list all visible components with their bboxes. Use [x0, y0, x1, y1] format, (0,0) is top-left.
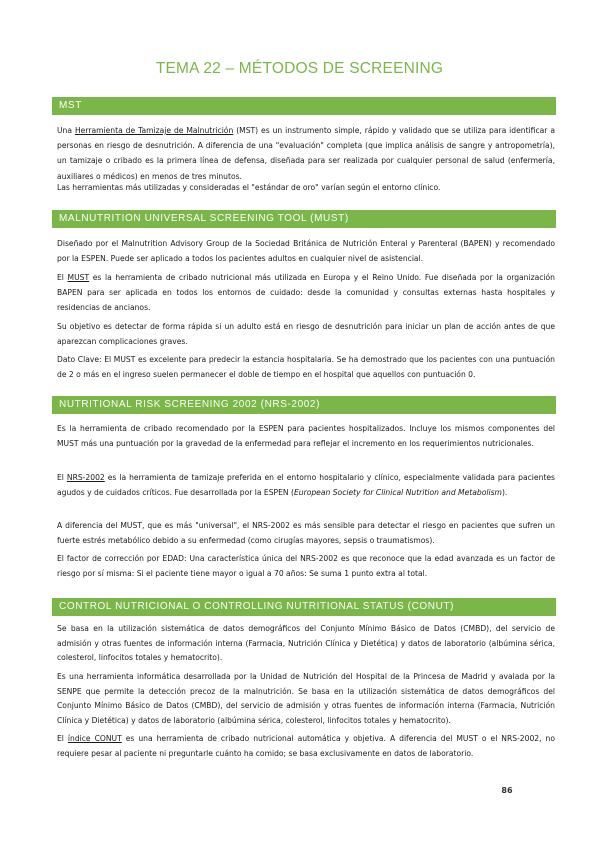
- must-p2-pre: El: [57, 273, 68, 282]
- section-heading-conut: CONTROL NUTRICIONAL O CONTROLLING NUTRITIONAL STATUS (CONUT): [52, 598, 556, 616]
- mst-p1-pre: Una: [57, 126, 75, 135]
- nrs-p2-italic: European Society for Clinical Nutrition and Metabolism: [293, 488, 502, 498]
- must-paragraph-2: [57, 270, 555, 316]
- nrs-term-link: NRS-2002: [66, 473, 105, 482]
- must-paragraph-4: Dato Clave: El MUST es excelente para predecir la estancia hospitalaria. Se ha demostrado que los pacientes con una puntuación de 2 o más en el ingreso suelen permanecer el doble de tiempo en el hospital que aquellos con puntuación 0.: [57, 355, 555, 380]
- nrs-paragraph-4: El factor de corrección por EDAD: Una característica única del NRS-2002 es que reconoce que la edad avanzada es un factor de riesgo por sí misma: Si el paciente tiene mayor o igual a 70 años: Se suma 1 punto extra al total.: [57, 554, 555, 579]
- conut-paragraph-2: Es una herramienta informática desarrollada por la Unidad de Nutrición del Hospital de la Princesa de Madrid y avalada por la SENPE que permite la detección precoz de la malnutrición. Se basa en la utilización sistemática de datos demográficos del Conjunto Mínimo Básico de Datos (CMBD), del servicio de admisión y otras fuentes de información interna (Farmacia, Nutrición Clínica y Dietética) y datos de laboratorio (albúmina sérica, colesterol, linfocitos totales y hematocrito).: [57, 672, 555, 725]
- page-title: TEMA 22 – MÉTODOS DE SCREENING: [155, 60, 444, 77]
- nrs-paragraph-3: A diferencia del MUST, que es más "universal", el NRS-2002 es más sensible para detectar el riesgo en pacientes que sufren un fuerte estrés metabólico debido a su enfermedad (como cirugías mayores, sepsis o traumatismos).: [57, 521, 555, 546]
- nrs-p2-post: ).: [501, 488, 508, 498]
- nrs-p2-mid: es la herramienta de tamizaje preferida en el entorno hospitalario y clínico, especialmente validada para pacientes agudos y de cuidados críticos. Fue desarrollada por la ESPEN (: [57, 473, 556, 498]
- must-term-link: MUST: [67, 273, 90, 282]
- nrs-p2-pre: El: [57, 473, 67, 482]
- mst-term-link: Herramienta de Tamizaje de Malnutrición: [74, 126, 234, 135]
- page-number: 86: [501, 786, 513, 795]
- mst-p1-post: (MST) es un instrumento simple, rápido y validado que se utiliza para identificar a personas en riesgo de desnutrición. A diferencia de una "evaluación" completa (que implica análisis de sangre y antropometría), un tamizaje o cribado es la primera línea de defensa, diseñada para ser realizada por cualquier personal de salud (enfermería, auxiliares o médicos) en menos de tres minutos.: [57, 126, 555, 181]
- section-heading-nrs: NUTRITIONAL RISK SCREENING 2002 (NRS-2002): [52, 396, 556, 414]
- must-paragraph-3: Su objetivo es detectar de forma rápida si un adulto está en riesgo de desnutrición para iniciar un plan de acción antes de que aparezcan complicaciones graves.: [57, 322, 555, 347]
- must-paragraph-1: Diseñado por el Malnutrition Advisory Group de la Sociedad Británica de Nutrición Enteral y Parenteral (BAPEN) y recomendado por la ESPEN. Puede ser aplicado a todos los pacientes adultos en cualquier nivel de asistencial.: [57, 239, 555, 264]
- conut-paragraph-1: Se basa en la utilización sistemática de datos demográficos del Conjunto Mínimo Básico de Datos (CMBD), del servicio de admisión y otras fuentes de información interna (Farmacia, Nutrición Clínica y Dietética) y datos de laboratorio (albúmina sérica, colesterol, linfocitos totales y hematocrito).: [57, 624, 555, 662]
- must-p2-post: es la herramienta de cribado nutricional más utilizada en Europa y el Reino Unido. Fue diseñada por la organización BAPEN para ser aplicada en todos los entornos de cuidado: desde la comunidad y consultas externas hasta hospitales y residencias de ancianos.: [57, 273, 555, 313]
- nrs-paragraph-1: Es la herramienta de cribado recomendado por la ESPEN para pacientes hospitalizados. Incluye los mismos componentes del MUST más una puntuación por la gravedad de la enfermedad para reflejar el incremento en los requerimientos nutricionales.: [57, 424, 555, 449]
- conut-p3-post: es una herramienta de cribado nutricional automática y objetiva. A diferencia del MUST o el NRS-2002, no requiere pesar al paciente ni preguntarle cuánto ha comido; se basa exclusivamente en datos de laboratorio.: [57, 734, 555, 758]
- conut-term-link: índice CONUT: [67, 734, 122, 743]
- conut-paragraph-3: [57, 732, 555, 761]
- mst-paragraph-1: [57, 123, 555, 184]
- conut-p3-pre: El: [57, 734, 68, 743]
- mst-paragraph-2: Las herramientas más utilizadas y consideradas el "estándar de oro" varían según el entorno clínico.: [57, 183, 441, 192]
- nrs-paragraph-2: [57, 470, 555, 500]
- section-heading-must: MALNUTRITION UNIVERSAL SCREENING TOOL (MUST): [52, 210, 556, 228]
- section-heading-mst: MST: [52, 97, 556, 115]
